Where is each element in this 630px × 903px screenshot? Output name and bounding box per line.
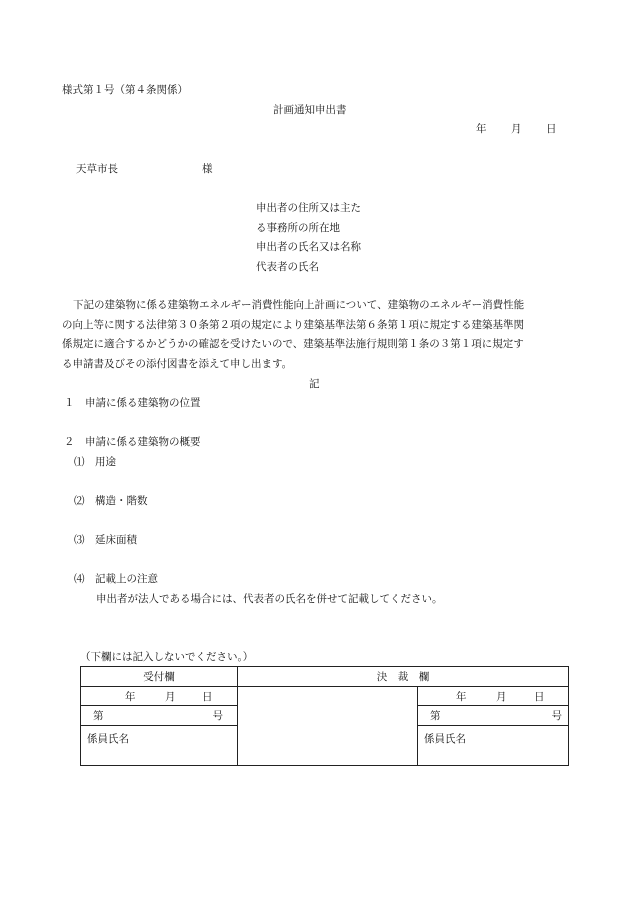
date-year-label: 年 [476, 123, 487, 135]
decision-month-label: 月 [496, 691, 507, 703]
decision-date-cell [418, 687, 569, 706]
item-overview: ２ 申請に係る建築物の概要 [64, 436, 201, 448]
date-month-label: 月 [511, 123, 522, 135]
reception-number-prefix: 第 [93, 710, 104, 722]
reception-staff-cell [81, 726, 238, 766]
decision-year-label: 年 [456, 691, 467, 703]
office-use-table [80, 666, 569, 766]
decision-staff-label: 係員氏名 [424, 733, 466, 745]
applicant-name-label: 申出者の氏名又は名称 [256, 241, 361, 253]
paragraph-line: る申請書及びその添付図書を添えて申し出ます。 [62, 357, 293, 370]
reception-day-label: 日 [202, 691, 213, 703]
applicant-address-line1: 申出者の住所又は主た [256, 202, 361, 214]
decision-number-cell [418, 706, 569, 726]
reception-month-label: 月 [165, 691, 176, 703]
paragraph-line: 係規定に適合するかどうかの確認を受けたいので、建築基準法施行規則第１条の３第１項に規定す [62, 338, 524, 351]
reception-number-suffix: 号 [212, 710, 223, 722]
addressee-honorific: 様 [202, 163, 213, 175]
addressee-name: 天草市長 [76, 163, 118, 175]
reception-date-cell [81, 687, 238, 706]
decision-number-prefix: 第 [430, 710, 441, 722]
reception-header: 受付欄 [81, 667, 238, 687]
office-use-caption: （下欄には記入しないでください。） [80, 651, 254, 663]
subitem-floor-area: ⑶ 延床面積 [74, 534, 137, 546]
form-number: 様式第１号（第４条関係） [62, 84, 188, 96]
date-day-label: 日 [546, 123, 557, 135]
request-paragraph [62, 296, 572, 374]
reception-year-label: 年 [125, 691, 136, 703]
decision-blank-cell [238, 687, 418, 766]
decision-number-suffix: 号 [551, 710, 562, 722]
paragraph-line: 下記の建築物に係る建築物エネルギー消費性能向上計画について、建築物のエネルギー消費性能 [73, 299, 525, 311]
subitem-notes: ⑷ 記載上の注意 [74, 573, 158, 585]
ki-heading: 記 [309, 378, 320, 390]
note-text: 申出者が法人である場合には、代表者の氏名を併せて記載してください。 [96, 593, 443, 605]
document-title: 計画通知申出書 [273, 104, 347, 116]
subitem-use: ⑴ 用途 [74, 456, 116, 468]
decision-staff-cell [418, 726, 569, 766]
item-location: １ 申請に係る建築物の位置 [64, 397, 201, 409]
decision-header: 決 裁 欄 [238, 667, 569, 687]
decision-day-label: 日 [534, 691, 545, 703]
paragraph-line: の向上等に関する法律第３０条第２項の規定により建築基準法第６条第１項に規定する建築基準関 [62, 318, 524, 331]
applicant-address-line2: る事務所の所在地 [256, 222, 340, 234]
applicant-representative-label: 代表者の氏名 [256, 261, 319, 273]
reception-number-cell [81, 706, 238, 726]
reception-staff-label: 係員氏名 [87, 733, 129, 745]
subitem-structure: ⑵ 構造・階数 [74, 495, 148, 507]
